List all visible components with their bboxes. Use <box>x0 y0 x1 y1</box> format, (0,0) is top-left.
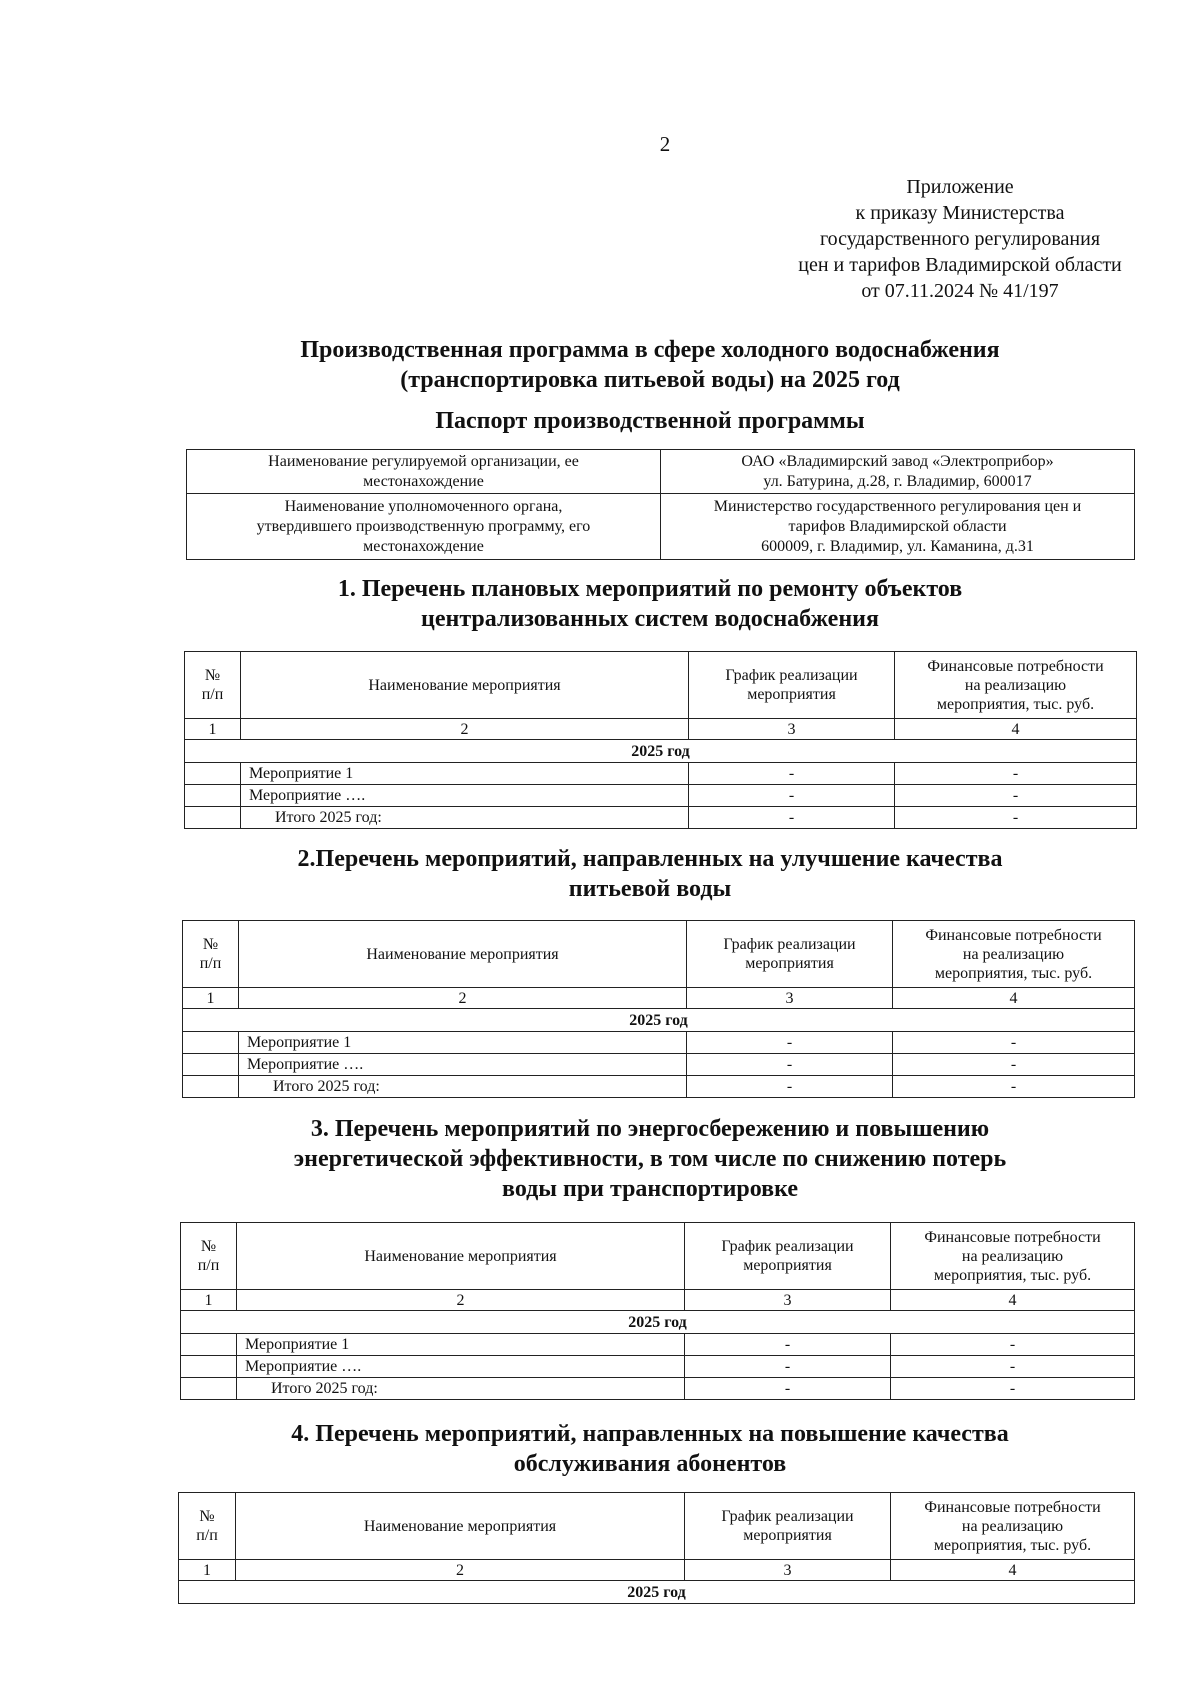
table-header-row <box>181 1223 1135 1290</box>
total-row: Итого 2025 год: - - <box>185 807 1137 829</box>
passport-value: Министерство государственного регулирования цен и тарифов Владимирской области 600009, г. Владимир, ул. Каманина, д.31 <box>661 494 1135 560</box>
appendix-line: цен и тарифов Владимирской области <box>798 254 1122 276</box>
column-number-row: 1 2 3 4 <box>185 719 1137 740</box>
header-cell-finance: Финансовые потребности на реализацию мероприятия, тыс. руб. <box>895 652 1137 719</box>
total-row: Итого 2025 год: - - <box>181 1378 1135 1400</box>
appendix-line: государственного регулирования <box>819 228 1101 250</box>
title-line: Производственная программа в сфере холодного водоснабжения <box>300 337 1000 363</box>
table-header-row <box>185 652 1137 719</box>
header-cell-schedule: График реализации мероприятия <box>689 652 895 719</box>
header-cell-name: Наименование мероприятия <box>236 1493 685 1560</box>
header-cell-schedule: График реализации мероприятия <box>687 921 893 988</box>
header-cell-name: Наименование мероприятия <box>239 921 687 988</box>
section-2-table <box>182 920 1135 1098</box>
header-cell-schedule: График реализации мероприятия <box>685 1493 891 1560</box>
document-title <box>150 335 1150 395</box>
table-header-row <box>183 921 1135 988</box>
section-1-table <box>184 651 1137 829</box>
table-row <box>187 494 1135 560</box>
passport-label: Наименование регулируемой организации, ее местонахождение <box>187 450 661 494</box>
year-row: 2025 год <box>185 740 1137 763</box>
appendix-order-date: от 07.11.2024 № 41/197 <box>861 280 1059 302</box>
year-row: 2025 год <box>181 1311 1135 1334</box>
header-cell-schedule: График реализации мероприятия <box>685 1223 891 1290</box>
table-header-row <box>179 1493 1135 1560</box>
header-cell-number: № п/п <box>185 652 241 719</box>
header-cell-finance: Финансовые потребности на реализацию мероприятия, тыс. руб. <box>891 1493 1135 1560</box>
title-line: (транспортировка питьевой воды) на 2025 год <box>400 367 900 393</box>
passport-heading: Паспорт производственной программы <box>435 408 865 434</box>
passport-label: Наименование уполномоченного органа, утвердившего производственную программу, его местонахождение <box>187 494 661 560</box>
year-row: 2025 год <box>179 1581 1135 1604</box>
section-4-heading: 4. Перечень мероприятий, направленных на повышение качества обслуживания абонентов <box>291 1421 1009 1477</box>
header-cell-number: № п/п <box>183 921 239 988</box>
header-cell-number: № п/п <box>179 1493 236 1560</box>
section-1-heading: 1. Перечень плановых мероприятий по ремонту объектов централизованных систем водоснабжения <box>337 576 963 632</box>
section-2-heading: 2.Перечень мероприятий, направленных на улучшение качества питьевой воды <box>297 846 1003 902</box>
header-cell-name: Наименование мероприятия <box>241 652 689 719</box>
table-row <box>187 450 1135 494</box>
total-row: Итого 2025 год: - - <box>183 1076 1135 1098</box>
table-row: Мероприятие 1 - - <box>183 1032 1135 1054</box>
header-cell-finance: Финансовые потребности на реализацию мероприятия, тыс. руб. <box>893 921 1135 988</box>
section-3-table <box>180 1222 1135 1400</box>
header-cell-name: Наименование мероприятия <box>237 1223 685 1290</box>
appendix-line: к приказу Министерства <box>855 202 1065 224</box>
table-row: Мероприятие 1 - - <box>185 763 1137 785</box>
year-row: 2025 год <box>183 1009 1135 1032</box>
passport-table <box>186 449 1135 560</box>
section-3-heading: 3. Перечень мероприятий по энергосбережению и повышению энергетической эффективности, в том числе по снижению потерь воды при транспортировке <box>293 1116 1007 1202</box>
page-number: 2 <box>659 132 671 156</box>
section-4-table <box>178 1492 1135 1604</box>
table-row: Мероприятие 1 - - <box>181 1334 1135 1356</box>
table-row: Мероприятие …. - - <box>183 1054 1135 1076</box>
table-row: Мероприятие …. - - <box>185 785 1137 807</box>
header-cell-number: № п/п <box>181 1223 237 1290</box>
appendix-line: Приложение <box>906 176 1014 198</box>
table-row: Мероприятие …. - - <box>181 1356 1135 1378</box>
appendix-block <box>700 174 1200 304</box>
passport-value: ОАО «Владимирский завод «Электроприбор» ул. Батурина, д.28, г. Владимир, 600017 <box>661 450 1135 494</box>
column-number-row: 1 2 3 4 <box>183 988 1135 1009</box>
column-number-row: 1 2 3 4 <box>179 1560 1135 1581</box>
header-cell-finance: Финансовые потребности на реализацию мероприятия, тыс. руб. <box>891 1223 1135 1290</box>
column-number-row: 1 2 3 4 <box>181 1290 1135 1311</box>
